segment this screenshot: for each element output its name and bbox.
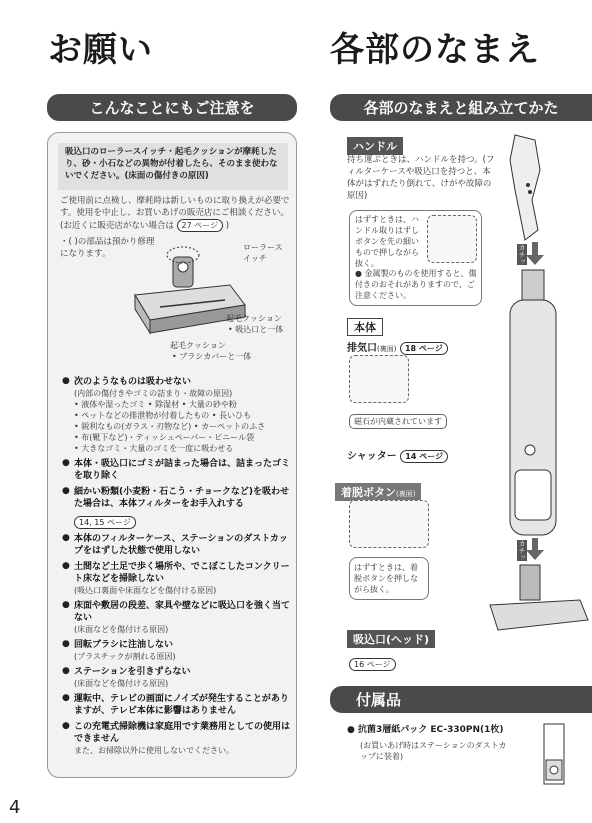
caution-item: ● 細かい粉類(小麦粉・石こう・チョークなど)を吸わせた場合は、本体フィルターをお手入れする 14, 15 ページ (62, 486, 290, 529)
click-label-1: カチッ (518, 244, 526, 265)
notice-body (60, 195, 292, 232)
label-cushion-1: 起毛クッション (226, 314, 282, 323)
notice-body-text: ご使用前に点検し、摩耗時は新しいものに取り換えが必要です。使用を中止し、お買いあげの販売店にご相談ください。(お近くに販売店がない場合は (60, 196, 290, 231)
caution-item: ● 運転中、テレビの画面にノイズが発生することがありますが、テレビ本体に影響はありません (62, 693, 290, 717)
caution-item: ● 回転ブラシに注油しない (プラスチックが割れる原因) (62, 639, 290, 662)
caution-item: ● ステーションを引きずらない (床面などを傷付ける原因) (62, 666, 290, 689)
release-note: はずすときは、着脱ボタンを押しながら抜く。 (349, 557, 429, 600)
tag-release-button: 着脱ボタン(裏面) (335, 483, 421, 501)
tag-body: 本体 (347, 318, 383, 336)
notice-box: 吸込口のローラースイッチ・起毛クッションが摩耗したり、砂・小石などの異物が付着したら、そのまま使わないでください。(床面の傷付きの原因) (58, 143, 288, 190)
label-cushion-2-sub: • ブラシカバーと一体 (172, 352, 252, 361)
section-bar-cautions: こんなことにもご注意を (47, 94, 297, 121)
caution-item: ● この充電式掃除機は家庭用です業務用としての使用はできません また、お掃除以外に使用しないでください。 (62, 721, 290, 756)
repair-note: ・( )の部品は預かり修理になります。 (60, 237, 155, 259)
accessory-note: (お買いあげ時はステーションのダストカップに装着) (360, 741, 507, 761)
caution-item: ● 本体のフィルターケース、ステーションのダストカップをはずした状態で使用しない (62, 533, 290, 557)
handle-remove-text: はずすときは、ハンドル取りはずしボタンを先の細いもので押しながら抜く。 (355, 215, 419, 268)
section-bar-accessories: 付属品 (330, 686, 592, 713)
page-title-right: 各部のなまえ (330, 30, 540, 70)
caution-item: ● 次のようなものは吸わせない (内部の傷付きやゴミの詰まり・故障の原因) • 液体や湿ったゴミ • 除湿材 • 大量の砂や粉 • ペットなどの排泄物が付着したもの • 長いひも • 鋭利なもの(ガラス・刃物など) • カーペットのふさ • 布(靴下など)・ティッシュペーパー・ビニール袋 • 大きなゴミ・大量のゴミを一度に吸わせる (62, 376, 290, 454)
caution-item: ● 床面や敷居の段差、家具や壁などに吸込口を強く当てない (床面などを傷付ける原因) (62, 600, 290, 635)
tag-handle: ハンドル (347, 137, 403, 155)
paper-bag-illustration (540, 722, 568, 787)
exhaust-illustration (349, 355, 409, 403)
label-roller-switch: ローラースイッチ (243, 243, 283, 263)
nozzle-illustration (125, 245, 255, 355)
vacuum-illustration (470, 130, 592, 640)
handle-description: 持ち運ぶときは、ハンドルを持つ。(フィルターケースや吸込口を持つと、本体がはずれたり倒れて、けがや故障の原因) (347, 155, 495, 201)
magnet-note: 磁石が内蔵されています (349, 414, 447, 429)
click-label-2: カチッ (518, 540, 526, 561)
label-cushion-2: 起毛クッション (170, 341, 226, 350)
section-bar-parts: 各部のなまえと組み立てかた (330, 94, 592, 121)
label-cushion-1-sub: • 吸込口と一体 (228, 325, 284, 334)
nozzle-ref: 16 ページ (349, 652, 396, 671)
caution-list (62, 376, 290, 756)
exhaust-label: 排気口(裏面) 18 ページ (347, 339, 448, 355)
shutter-label: シャッター 14 ページ (347, 447, 448, 463)
tag-nozzle: 吸込口(ヘッド) (347, 630, 435, 648)
notice-close: ) (225, 221, 230, 231)
caution-item: ● 土間など土足で歩く場所や、でこぼこしたコンクリート床などを掃除しない (吸込口裏面や床面などを傷付ける原因) (62, 561, 290, 596)
notice-page-ref: 27 ページ (177, 219, 224, 232)
release-illustration (349, 500, 429, 548)
page-number: 4 (9, 797, 21, 818)
page-title-left: お願い (48, 30, 153, 70)
accessory-item: ● 抗菌3層紙パック EC-330PN(1枚) (347, 725, 504, 735)
handle-warning: ● 金属製のものを使用すると、傷付きのおそれがありますので、ご注意ください。 (355, 269, 477, 300)
caution-item: ● 本体・吸込口にゴミが詰まった場合は、詰まったゴミを取り除く (62, 458, 290, 482)
